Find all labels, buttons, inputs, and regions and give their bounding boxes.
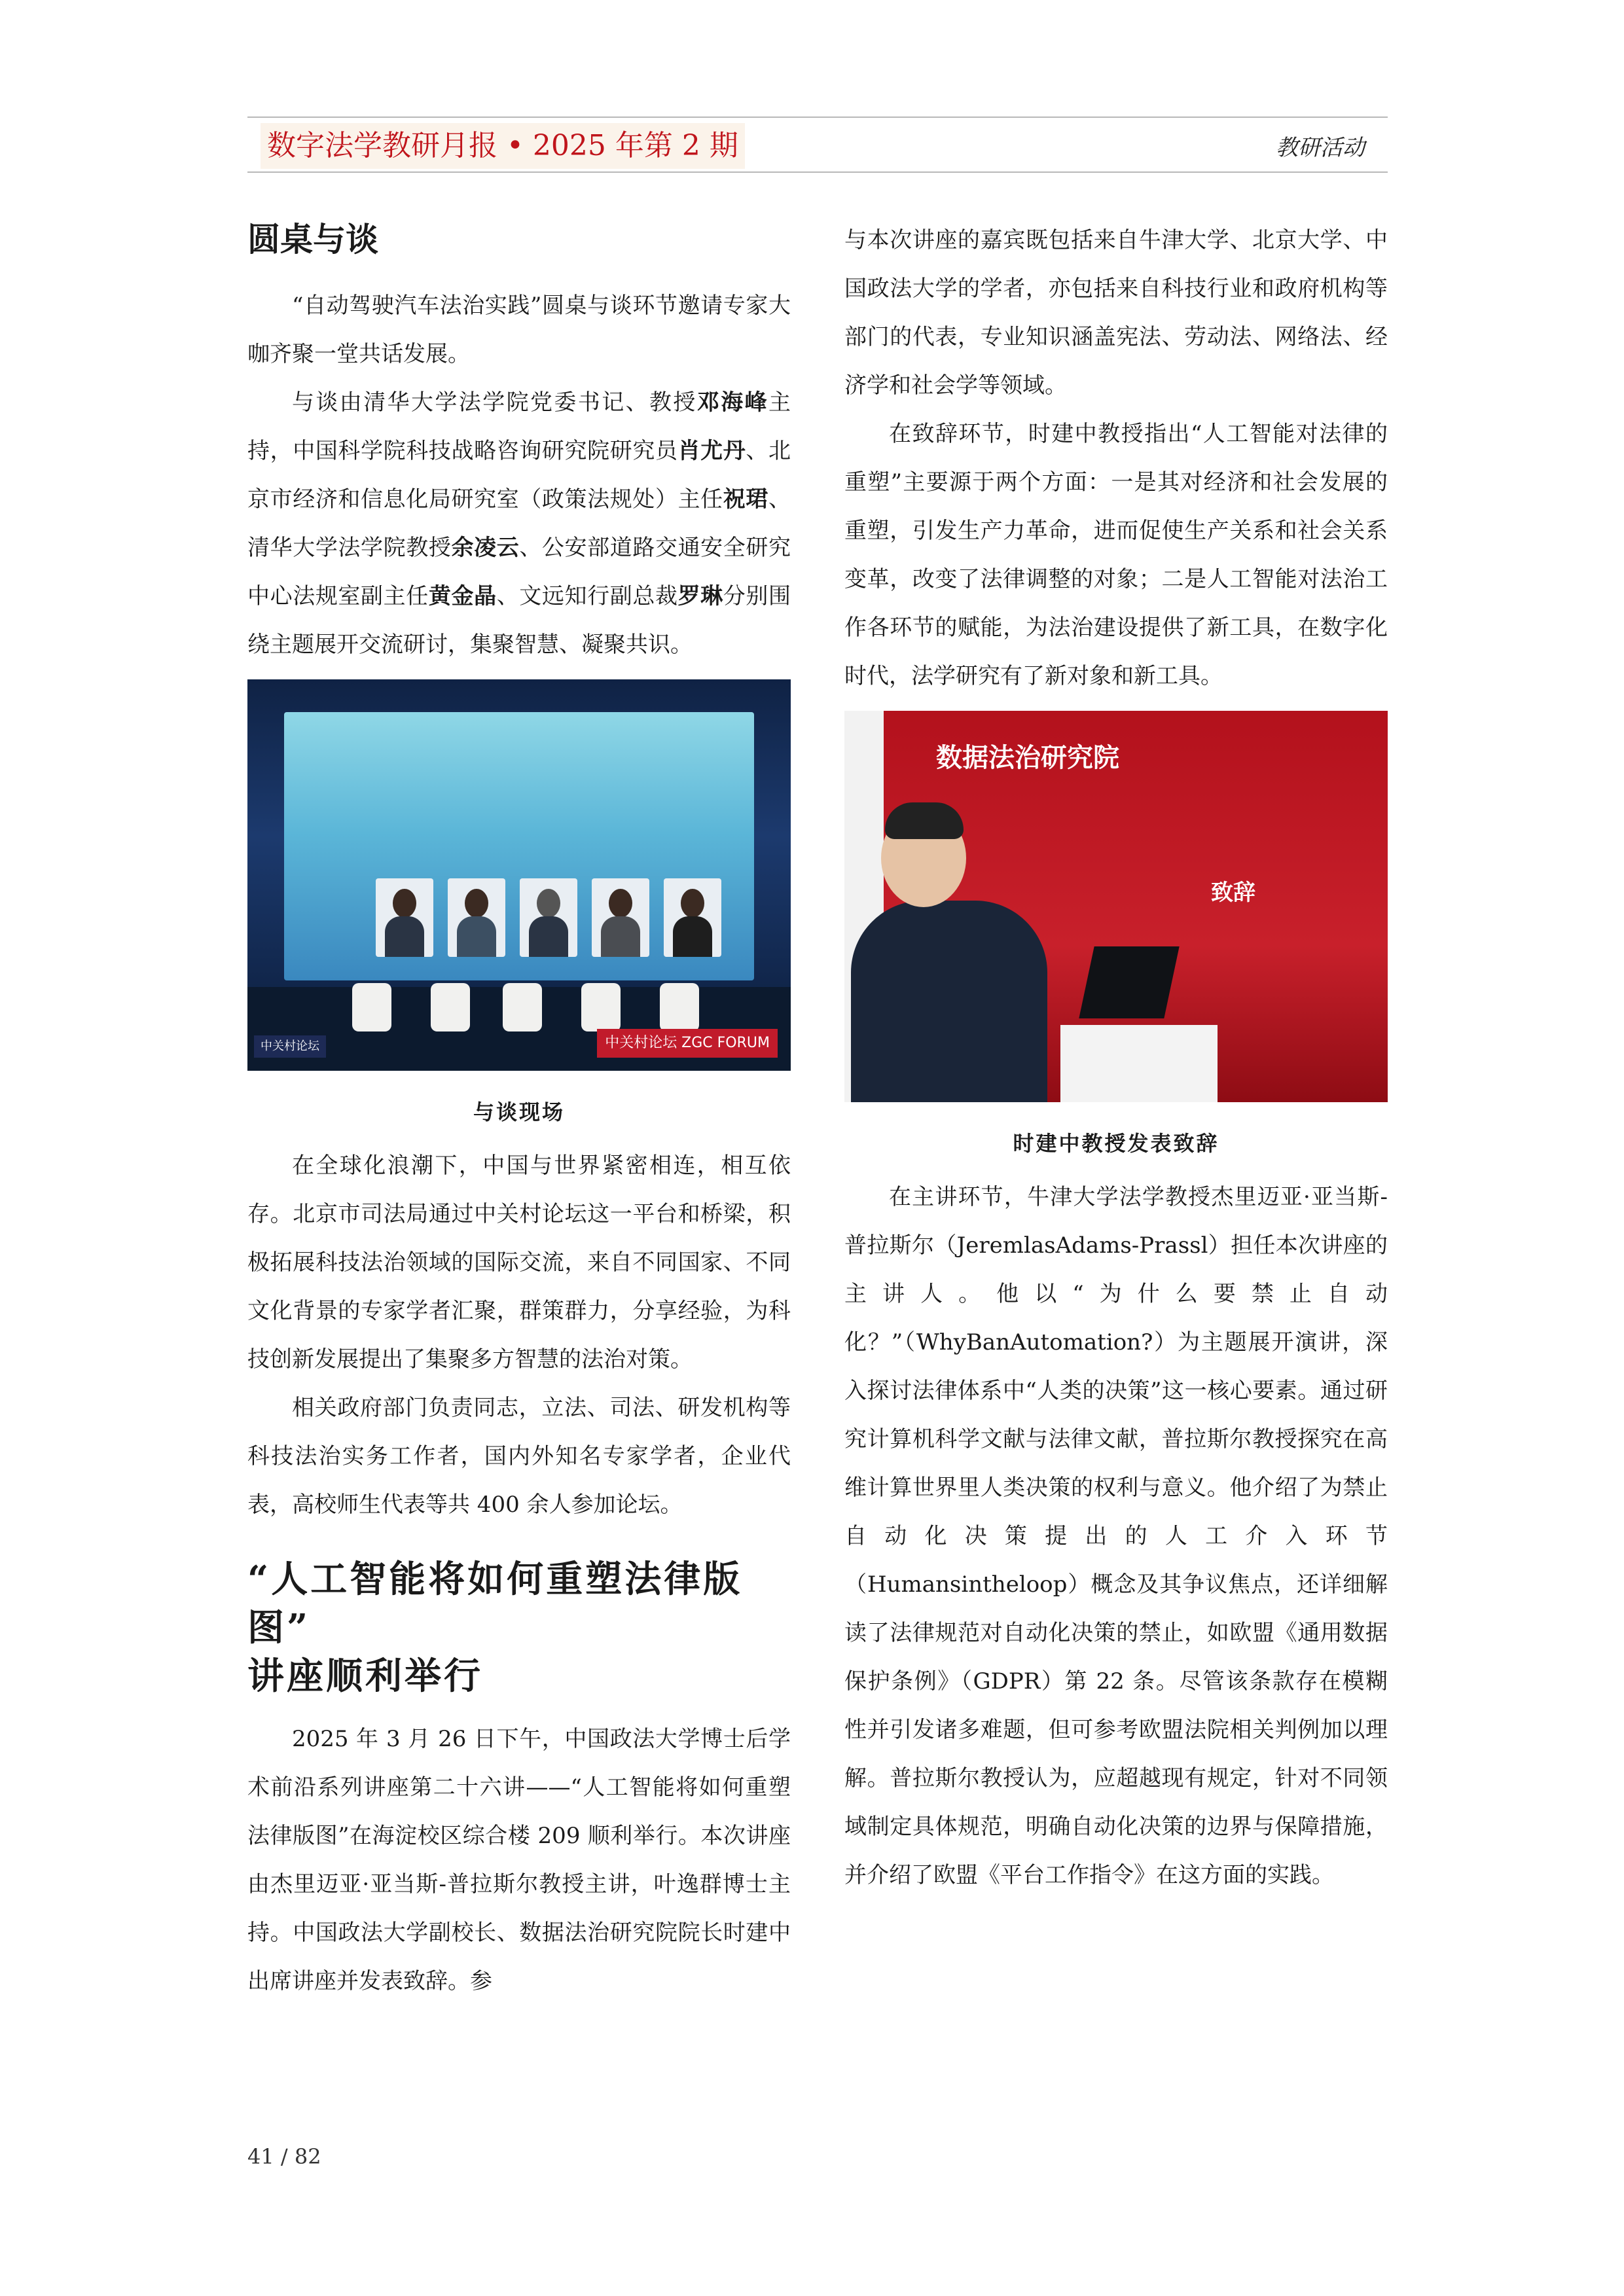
- page-number: 41 / 82: [247, 2144, 321, 2169]
- header-bottom-rule: [247, 171, 1388, 173]
- slide-title: 致辞: [1211, 880, 1255, 906]
- paragraph: 2025 年 3 月 26 日下午，中国政法大学博士后学术前沿系列讲座第二十六讲——“人工智能将如何重塑法律版图”在海淀校区综合楼 209 顺利举行。本次讲座由杰里迈亚·亚当斯-普拉斯尔教授主讲，叶逸群博士主持。中国政法大学副校长、数据法治研究院院长时建中出席讲座并发表致辞。参: [247, 1726, 791, 1994]
- forum-logo: 中关村论坛 ZGC FORUM: [597, 1029, 778, 1058]
- photo-speaker: [844, 711, 1388, 1102]
- paragraph: 在主讲环节，牛津大学法学教授杰里迈亚·亚当斯-普拉斯尔（JeremlasAdams-Prassl）担任本次讲座的主讲人。他以“为什么要禁止自动化？”（WhyBanAutomation?）为主题展开演讲，深入探讨法律体系中“人类的决策”这一核心要素。通过研究计算机科学文献与法律文献，普拉斯尔教授探究在高维计算世界里人类决策的权利与意义。他介绍了为禁止自动化决策提出的人工介入环节（Humansintheloop）概念及其争议焦点，还详细解读了法律规范对自动化决策的禁止，如欧盟《通用数据保护条例》（GDPR）第 22 条。尽管该条款存在模糊性并引发诸多难题，但可参考欧盟法院相关判例加以理解。普拉斯尔教授认为，应超越现有规定，针对不同领域制定具体规范，明确自动化决策的边界与保障措施，并介绍了欧盟《平台工作指令》在这方面的实践。: [844, 1184, 1388, 1888]
- paragraph: 相关政府部门负责同志，立法、司法、研发机构等科技法治实务工作者，国内外知名专家学者，企业代表，高校师生代表等共 400 余人参加论坛。: [247, 1395, 791, 1518]
- paragraph: 在致辞环节，时建中教授指出“人工智能对法律的重塑”主要源于两个方面：一是其对经济和社会发展的重塑，引发生产力革命，进而促使生产关系和社会关系变革，改变了法律调整的对象；二是人工智能对法治工作各环节的赋能，为法治建设提供了新工具，在数字化时代，法学研究有了新对象和新工具。: [844, 421, 1388, 689]
- photo-caption: 与谈现场: [473, 1100, 565, 1124]
- person-name: 黄金晶: [428, 583, 497, 609]
- photo-roundtable: [247, 679, 791, 1071]
- person-name: 罗琳: [677, 583, 723, 609]
- person-name: 祝珺: [723, 486, 768, 512]
- article-heading: “人工智能将如何重塑法律版图” 讲座顺利举行: [247, 1558, 743, 1698]
- header-top-rule: [247, 117, 1388, 118]
- journal-title: 数字法学教研月报 • 2025 年第 2 期: [261, 123, 745, 169]
- person-name: 邓海峰: [696, 389, 769, 416]
- paragraph-participants: 与谈由清华大学法学院党委书记、教授邓海峰主持，中国科学院科技战略咨询研究院研究员肖尤丹、北京市经济和信息化局研究室（政策法规处）主任祝珺、清华大学法学院教授余凌云、公安部道路交通安全研究中心法规室副主任黄金晶、文远知行副总裁罗琳分别围绕主题展开交流研讨，集聚智慧、凝聚共识。: [247, 389, 791, 658]
- photo-caption: 时建中教授发表致辞: [1013, 1131, 1219, 1156]
- stage-screen: [284, 712, 754, 980]
- paragraph: 在全球化浪潮下，中国与世界紧密相连，相互依存。北京市司法局通过中关村论坛这一平台和桥梁，积极拓展科技法治领域的国际交流，来自不同国家、不同文化背景的专家学者汇聚，群策群力，分享经验，为科技创新发展提出了集聚多方智慧的法治对策。: [247, 1153, 791, 1372]
- paragraph: “自动驾驶汽车法治实践”圆桌与谈环节邀请专家大咖齐聚一堂共话发展。: [247, 293, 791, 367]
- right-column: [844, 216, 1388, 1899]
- institute-banner: 数据法治研究院: [936, 742, 1119, 773]
- person-name: 肖尤丹: [677, 438, 746, 464]
- paragraph-continued: 与本次讲座的嘉宾既包括来自牛津大学、北京大学、中国政法大学的学者，亦包括来自科技行业和政府机构等部门的代表，专业知识涵盖宪法、劳动法、网络法、经济学和社会学等领域。: [844, 227, 1388, 399]
- person-name: 余凌云: [451, 535, 520, 561]
- section-label: 教研活动: [1276, 135, 1365, 161]
- section-heading-roundtable: 圆桌与谈: [247, 220, 378, 259]
- left-column: [247, 216, 791, 2005]
- forum-logo-small: 中关村论坛: [254, 1035, 326, 1058]
